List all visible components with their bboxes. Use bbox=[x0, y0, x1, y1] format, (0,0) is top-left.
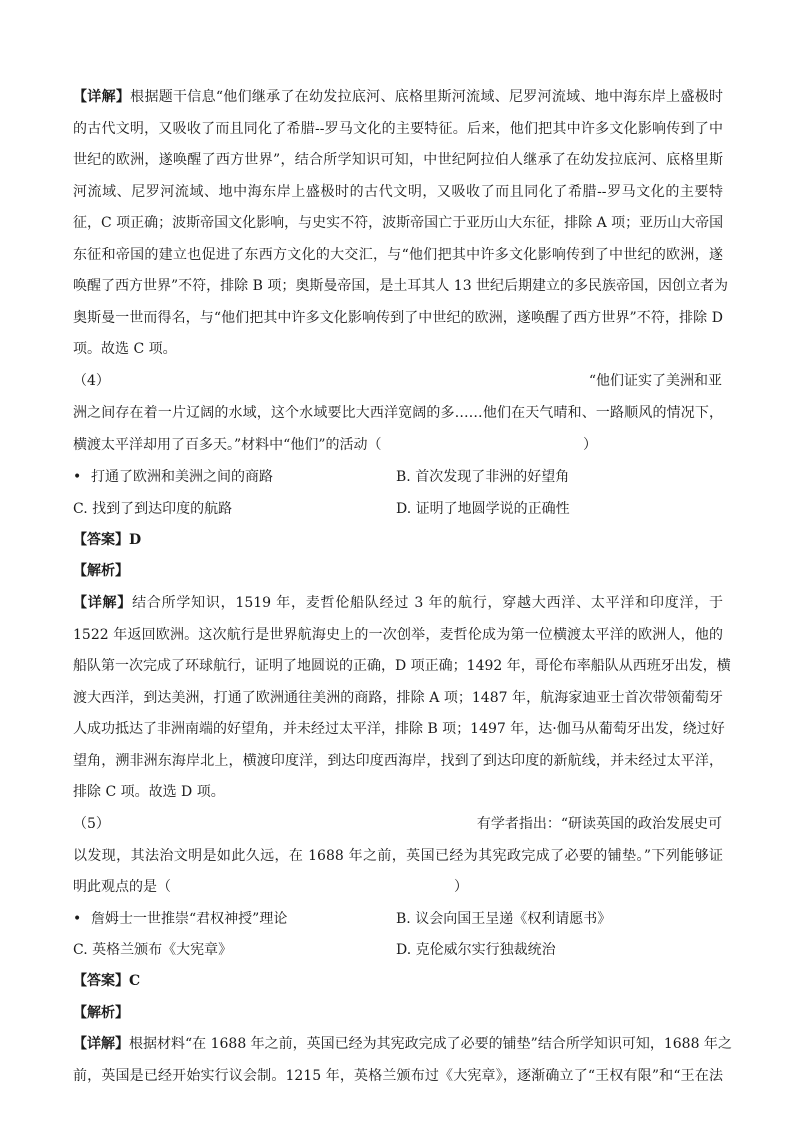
q5-number: （5） bbox=[73, 816, 110, 832]
q3-analysis-line-7: 唤醒了西方世界”不符，排除 B 项；奥斯曼帝国，是土耳其人 13 世纪后期建立的多民族帝国，因创立者为 bbox=[73, 278, 729, 294]
q4-stem-line-2: 洲之间存在着一片辽阔的水域，这个水域要比大西洋宽阔的多……他们在天气晴和、一路顺风的情况下， bbox=[73, 405, 723, 421]
q4-stem-line-3: 横渡太平洋却用了百多天。”材料中“他们”的活动（ bbox=[73, 437, 382, 453]
q3-analysis-line-6: 东征和帝国的建立也促进了东西方文化的大交汇，与“他们把其中许多文化影响传到了中世纪的欧洲，遂 bbox=[73, 247, 723, 263]
q4-detail-line-2: 1522 年返回欧洲。这次航行是世界航海史上的一次创举，麦哲伦成为第一位横渡太平洋的欧洲人，他的 bbox=[73, 627, 723, 643]
q5-stem-start: 有学者指出：“研读英国的政治发展史可 bbox=[476, 816, 722, 832]
q5-analysis-heading: 【解析】 bbox=[73, 1005, 129, 1021]
q4-answer: 【答案】D bbox=[73, 532, 142, 548]
q4-analysis-heading: 【解析】 bbox=[73, 563, 129, 579]
q3-analysis-line-5: 征，C 项正确；波斯帝国文化影响，与史实不符，波斯帝国亡于亚历山大东征，排除 A 项；亚历山大帝国 bbox=[73, 215, 724, 231]
q3-analysis-line-2: 的古代文明，又吸收了而且同化了希腊--罗马文化的主要特征。后来，他们把其中许多文化影响传到了中 bbox=[73, 121, 723, 137]
q5-option-c: C. 英格兰颁布《大宪章》 bbox=[73, 942, 233, 958]
q4-detail-line-1: 【详解】结合所学知识，1519 年，麦哲伦船队经过 3 年的航行，穿越大西洋、太平洋和印度洋，于 bbox=[73, 595, 723, 611]
q4-detail-line-4: 渡大西洋，到达美洲，打通了欧洲通往美洲的商路，排除 A 项；1487 年，航海家迪亚士首次带领葡萄牙 bbox=[73, 690, 723, 706]
q4-option-c: C. 找到了到达印度的航路 bbox=[73, 501, 233, 517]
q4-stem-start: “他们证实了美洲和亚 bbox=[588, 373, 722, 389]
q5-stem-line-2: 以发现，其法治文明是如此久远，在 1688 年之前，英国已经为其宪政完成了必要的铺垫。”下列能够证 bbox=[73, 848, 723, 864]
q5-option-b: B. 议会向国王呈递《权利请愿书》 bbox=[396, 911, 612, 927]
q4-detail-line-6: 望角，溯非洲东海岸北上，横渡印度洋，到达印度西海岸，找到了到达印度的新航线，并未经过太平洋， bbox=[73, 753, 723, 769]
q5-detail-line-1: 【详解】根据材料“在 1688 年之前，英国已经为其宪政完成了必要的铺垫”结合所学知识可知，1688 年之 bbox=[73, 1036, 732, 1052]
q4-detail-line-3: 船队第一次完成了环球航行，证明了地圆说的正确，D 项正确；1492 年，哥伦布率船队从西班牙出发，横 bbox=[73, 658, 731, 674]
q5-stem-line-3: 明此观点的是（ bbox=[73, 879, 171, 895]
q5-detail-line-2: 前，英国是已经开始实行议会制。1215 年，英格兰颁布过《大宪章》，逐渐确立了“王权有限”和“王在法 bbox=[73, 1068, 723, 1084]
q3-analysis-line-4: 河流域、尼罗河流域、地中海东岸上盛极时的古代文明，又吸收了而且同化了希腊--罗马文化的主要特 bbox=[73, 184, 723, 200]
q4-option-a-text: 打通了欧洲和美洲之间的商路 bbox=[91, 469, 273, 485]
q5-option-a-bullet: • bbox=[73, 911, 82, 927]
q4-detail-line-5: 人成功抵达了非洲南端的好望角，并未经过太平洋，排除 B 项；1497 年，达·伽马从葡萄牙出发，绕过好 bbox=[73, 721, 725, 737]
q4-option-a-bullet: • bbox=[73, 469, 82, 485]
q4-number: （4） bbox=[73, 373, 110, 389]
section-label: 【详解】 bbox=[73, 89, 131, 105]
q5-option-a-text: 詹姆士一世推崇“君权神授”理论 bbox=[91, 911, 288, 927]
q4-option-d: D. 证明了地圆学说的正确性 bbox=[396, 501, 570, 517]
q3-analysis-line-3: 世纪的欧洲，遂唤醒了西方世界”，结合所学知识可知，中世纪阿拉伯人继承了在幼发拉底河、底格里斯 bbox=[73, 152, 723, 168]
section-label: 【详解】 bbox=[73, 595, 133, 611]
q5-option-d: D. 克伦威尔实行独裁统治 bbox=[396, 942, 556, 958]
q3-analysis-line-1: 【详解】根据题干信息“他们继承了在幼发拉底河、底格里斯河流域、尼罗河流域、地中海东岸上盛极时 bbox=[73, 89, 724, 105]
q5-option-a bbox=[73, 907, 287, 931]
q3-analysis-line-8: 奥斯曼一世而得名，与“他们把其中许多文化影响传到了中世纪的欧洲，遂唤醒了西方世界”不符，排除 D bbox=[73, 310, 723, 326]
q4-option-a bbox=[73, 465, 273, 489]
q4-stem-close: ） bbox=[583, 437, 597, 453]
q3-analysis-line-9: 项。故选 C 项。 bbox=[73, 341, 177, 357]
q4-option-b: B. 首次发现了非洲的好望角 bbox=[396, 469, 570, 485]
q5-answer: 【答案】C bbox=[73, 973, 141, 989]
section-label: 【详解】 bbox=[73, 1036, 129, 1052]
q4-detail-line-7: 排除 C 项。故选 D 项。 bbox=[73, 784, 225, 800]
q5-stem-close: ） bbox=[454, 879, 468, 895]
